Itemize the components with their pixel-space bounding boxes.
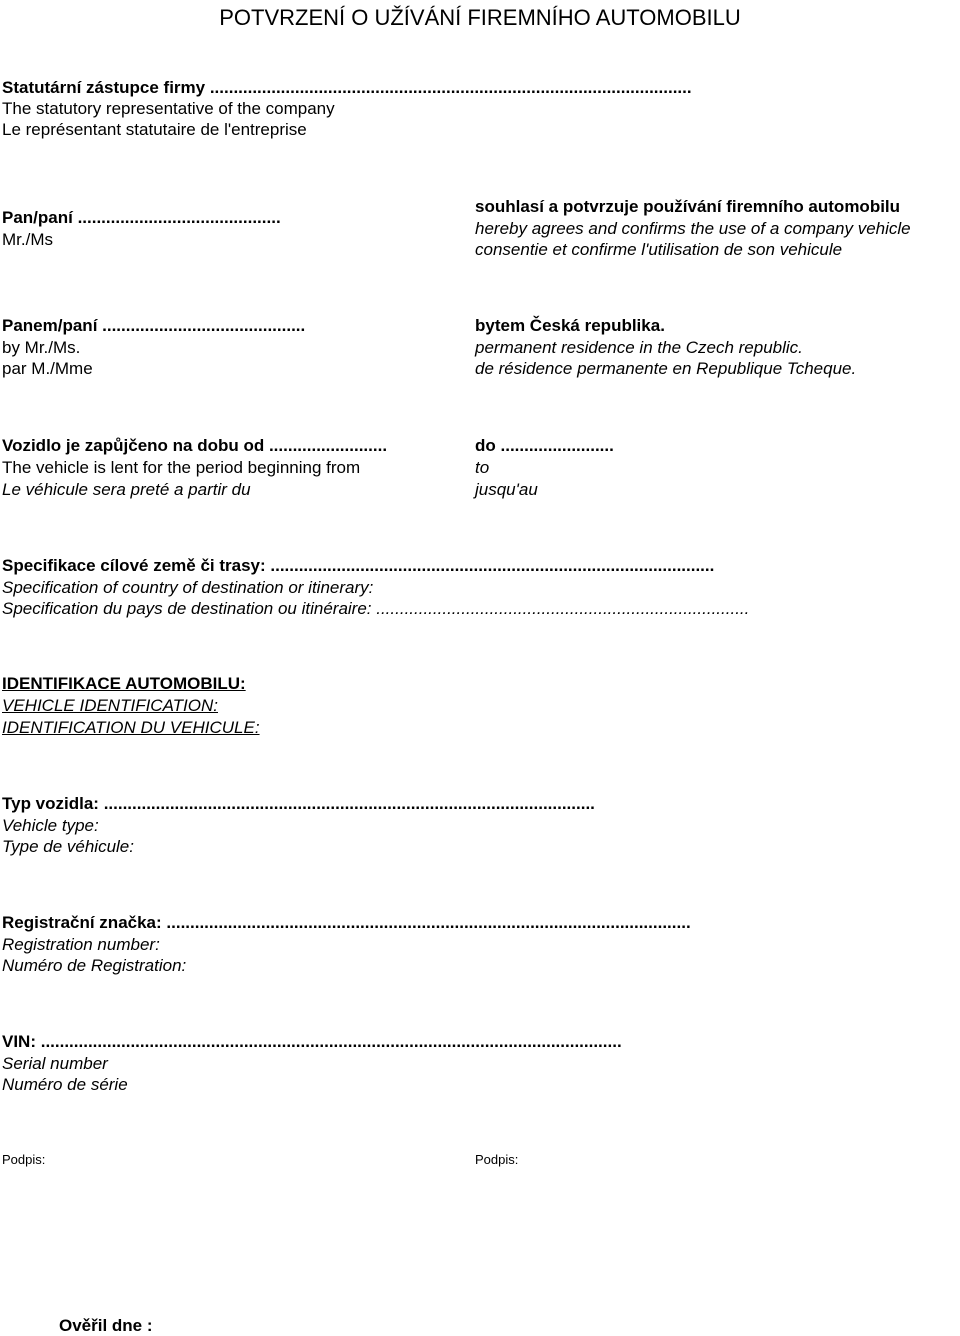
vin-label-en: Serial number (2, 1054, 108, 1073)
period-from-fr: Le véhicule sera preté a partir du (2, 480, 251, 499)
agree-text-cz: souhlasí a potvrzuje používání firemního automobilu (475, 197, 901, 216)
agree-text-fr: consentie et confirme l'utilisation de son vehicule (475, 240, 843, 259)
residence-text-fr: de résidence permanente en Republique Tcheque. (475, 359, 857, 378)
vin-label-fr: Numéro de série (2, 1075, 128, 1094)
vehicle-type-label-cz: Typ vozidla: ........................................................................................................ (2, 794, 595, 813)
registration-label-en: Registration number: (2, 935, 160, 954)
document-title: POTVRZENÍ O UŽÍVÁNÍ FIREMNÍHO AUTOMOBILU (219, 5, 741, 30)
period-from-en: The vehicle is lent for the period beginning from (2, 458, 361, 477)
resident-label-cz: Panem/paní ........................................... (2, 316, 306, 335)
person-label-cz: Pan/paní ........................................... (2, 208, 281, 227)
statutory-label-en: The statutory representative of the company (2, 99, 335, 118)
destination-label-fr: Specification du pays de destination ou itinéraire: ............................................................................... (2, 599, 750, 618)
identification-heading-en: VEHICLE IDENTIFICATION: (2, 696, 218, 715)
vehicle-type-label-fr: Type de véhicule: (2, 837, 134, 856)
verified-label: Ověřil dne : (59, 1316, 153, 1335)
signature-right-label: Podpis: (475, 1152, 519, 1167)
resident-label-fr: par M./Mme (2, 359, 93, 378)
statutory-label-cz: Statutární zástupce firmy ...................................................................................................... (2, 78, 692, 97)
registration-label-fr: Numéro de Registration: (2, 956, 187, 975)
resident-label-en: by Mr./Ms. (2, 338, 81, 357)
destination-label-en: Specification of country of destination or itinerary: (2, 578, 374, 597)
residence-text-en: permanent residence in the Czech republic. (475, 338, 803, 357)
vin-label-cz: VIN: ........................................................................................................................... (2, 1032, 622, 1051)
signature-left-label: Podpis: (2, 1152, 46, 1167)
period-to-cz: do ........................ (475, 436, 614, 455)
period-from-cz: Vozidlo je zapůjčeno na dobu od ......................... (2, 436, 388, 455)
registration-label-cz: Registrační značka: ............................................................................................................... (2, 913, 691, 932)
person-label-en-fr: Mr./Ms (2, 230, 53, 249)
identification-heading-fr: IDENTIFICATION DU VEHICULE: (2, 718, 260, 737)
period-to-fr: jusqu'au (475, 480, 538, 499)
period-to-en: to (475, 458, 490, 477)
statutory-label-fr: Le représentant statutaire de l'entreprise (2, 120, 307, 139)
vehicle-type-label-en: Vehicle type: (2, 816, 99, 835)
agree-text-en: hereby agrees and confirms the use of a company vehicle (475, 219, 911, 238)
residence-text-cz: bytem Česká republika. (475, 316, 665, 335)
destination-label-cz: Specifikace cílové země či trasy: .............................................................................................. (2, 556, 715, 575)
identification-heading-cz: IDENTIFIKACE AUTOMOBILU: (2, 674, 246, 693)
